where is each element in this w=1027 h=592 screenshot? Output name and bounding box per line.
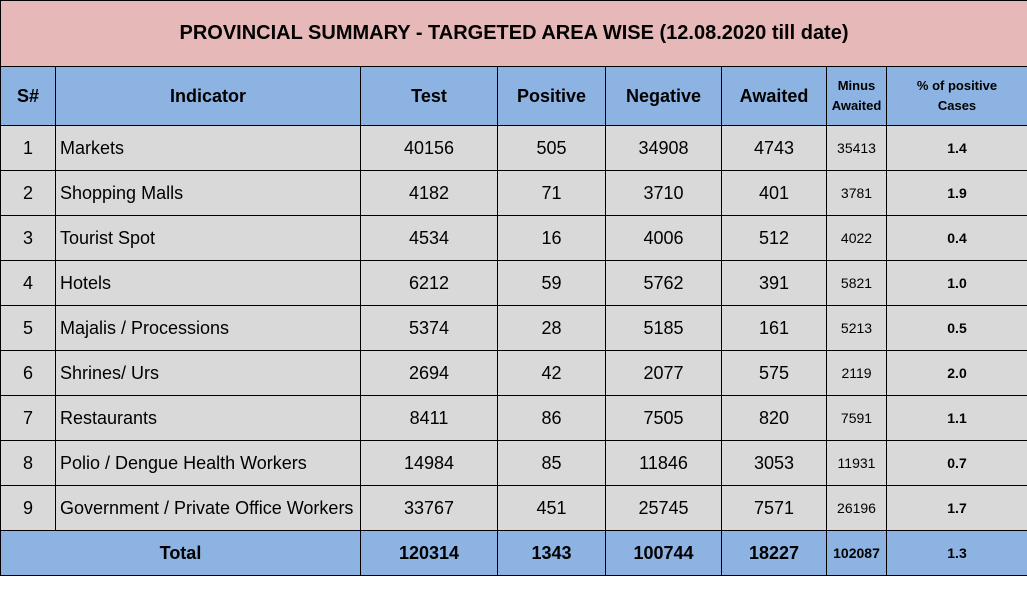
cell-awaited: 7571: [722, 486, 827, 531]
total-minus-awaited: 102087: [827, 531, 887, 576]
header-minus-awaited: [827, 67, 887, 126]
cell-positive: 451: [498, 486, 606, 531]
cell-indicator: Polio / Dengue Health Workers: [56, 441, 361, 486]
cell-test: 14984: [361, 441, 498, 486]
cell-negative: 5185: [606, 306, 722, 351]
cell-pct-positive: 0.7: [887, 441, 1027, 486]
cell-pct-positive: 1.7: [887, 486, 1027, 531]
total-awaited: 18227: [722, 531, 827, 576]
cell-positive: 59: [498, 261, 606, 306]
table-body: [1, 126, 1027, 531]
cell-sn: 6: [1, 351, 56, 396]
header-sn: S#: [1, 67, 56, 126]
cell-test: 5374: [361, 306, 498, 351]
cell-sn: 9: [1, 486, 56, 531]
cell-indicator: Restaurants: [56, 396, 361, 441]
cell-pct-positive: 1.4: [887, 126, 1027, 171]
table-row: [1, 396, 1027, 441]
cell-awaited: 3053: [722, 441, 827, 486]
cell-pct-positive: 1.1: [887, 396, 1027, 441]
header-minus-awaited-line1: Minus: [837, 78, 876, 93]
cell-test: 4182: [361, 171, 498, 216]
cell-minus-awaited: 35413: [827, 126, 887, 171]
cell-negative: 5762: [606, 261, 722, 306]
table-row: [1, 441, 1027, 486]
table-row: [1, 216, 1027, 261]
cell-indicator: Shopping Malls: [56, 171, 361, 216]
total-negative: 100744: [606, 531, 722, 576]
total-positive: 1343: [498, 531, 606, 576]
cell-minus-awaited: 2119: [827, 351, 887, 396]
cell-negative: 34908: [606, 126, 722, 171]
cell-minus-awaited: 5213: [827, 306, 887, 351]
cell-indicator: Majalis / Processions: [56, 306, 361, 351]
cell-minus-awaited: 5821: [827, 261, 887, 306]
cell-minus-awaited: 11931: [827, 441, 887, 486]
cell-negative: 11846: [606, 441, 722, 486]
cell-test: 33767: [361, 486, 498, 531]
header-indicator: Indicator: [56, 67, 361, 126]
header-pct-positive: [887, 67, 1027, 126]
cell-awaited: 391: [722, 261, 827, 306]
header-test: Test: [361, 67, 498, 126]
table-title: PROVINCIAL SUMMARY - TARGETED AREA WISE (12.08.2020 till date): [1, 1, 1027, 67]
cell-test: 2694: [361, 351, 498, 396]
table-row: [1, 126, 1027, 171]
cell-awaited: 401: [722, 171, 827, 216]
header-minus-awaited-line2: Awaited: [831, 98, 882, 113]
cell-pct-positive: 1.9: [887, 171, 1027, 216]
cell-sn: 3: [1, 216, 56, 261]
header-negative: Negative: [606, 67, 722, 126]
cell-positive: 505: [498, 126, 606, 171]
cell-awaited: 820: [722, 396, 827, 441]
cell-positive: 42: [498, 351, 606, 396]
header-positive: Positive: [498, 67, 606, 126]
table-row: [1, 306, 1027, 351]
header-pct-line1: % of positive: [916, 78, 998, 93]
table-row: [1, 171, 1027, 216]
cell-awaited: 161: [722, 306, 827, 351]
cell-minus-awaited: 4022: [827, 216, 887, 261]
cell-awaited: 512: [722, 216, 827, 261]
cell-pct-positive: 2.0: [887, 351, 1027, 396]
header-awaited: Awaited: [722, 67, 827, 126]
cell-test: 4534: [361, 216, 498, 261]
cell-sn: 5: [1, 306, 56, 351]
cell-positive: 71: [498, 171, 606, 216]
title-row: [1, 1, 1027, 67]
total-row: [1, 531, 1027, 576]
cell-sn: 4: [1, 261, 56, 306]
cell-test: 8411: [361, 396, 498, 441]
cell-awaited: 4743: [722, 126, 827, 171]
cell-indicator: Markets: [56, 126, 361, 171]
total-label: Total: [1, 531, 361, 576]
cell-indicator: Hotels: [56, 261, 361, 306]
cell-negative: 3710: [606, 171, 722, 216]
cell-negative: 25745: [606, 486, 722, 531]
cell-indicator: Government / Private Office Workers: [56, 486, 361, 531]
cell-pct-positive: 0.4: [887, 216, 1027, 261]
cell-awaited: 575: [722, 351, 827, 396]
cell-pct-positive: 0.5: [887, 306, 1027, 351]
cell-sn: 8: [1, 441, 56, 486]
cell-sn: 1: [1, 126, 56, 171]
cell-positive: 16: [498, 216, 606, 261]
table-row: [1, 486, 1027, 531]
total-pct: 1.3: [887, 531, 1027, 576]
cell-sn: 2: [1, 171, 56, 216]
cell-test: 40156: [361, 126, 498, 171]
cell-minus-awaited: 26196: [827, 486, 887, 531]
cell-minus-awaited: 3781: [827, 171, 887, 216]
table-row: [1, 261, 1027, 306]
cell-positive: 28: [498, 306, 606, 351]
cell-negative: 7505: [606, 396, 722, 441]
header-row: [1, 67, 1027, 126]
header-pct-line2: Cases: [937, 98, 977, 113]
cell-test: 6212: [361, 261, 498, 306]
cell-positive: 85: [498, 441, 606, 486]
cell-positive: 86: [498, 396, 606, 441]
cell-negative: 4006: [606, 216, 722, 261]
total-test: 120314: [361, 531, 498, 576]
cell-indicator: Tourist Spot: [56, 216, 361, 261]
cell-indicator: Shrines/ Urs: [56, 351, 361, 396]
cell-negative: 2077: [606, 351, 722, 396]
cell-pct-positive: 1.0: [887, 261, 1027, 306]
table-row: [1, 351, 1027, 396]
cell-minus-awaited: 7591: [827, 396, 887, 441]
cell-sn: 7: [1, 396, 56, 441]
